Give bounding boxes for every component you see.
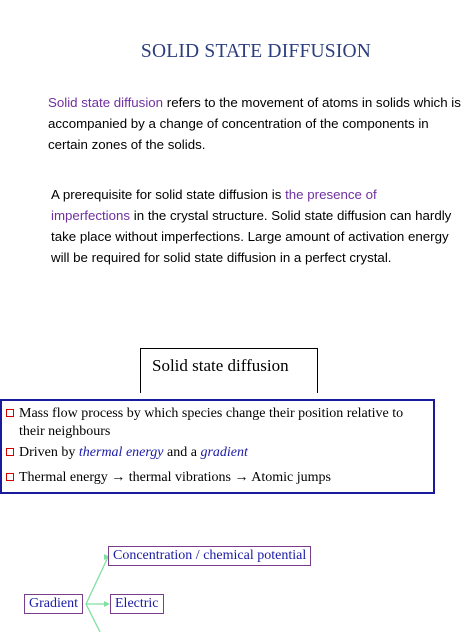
prerequisite-after: in the crystal structure. Solid state diffusion can hardly take place without imperfections. Large amount of activation energy will be required for solid state diffusion in a perfect crystal. bbox=[51, 208, 452, 265]
definition-rest: refers to the movement of atoms in solids which is accompanied by a change of concentration of the components in certain zones of the solids. bbox=[48, 95, 461, 152]
diagram-electric-box: Electric bbox=[110, 594, 164, 614]
connector-to-next-branch bbox=[86, 604, 100, 632]
bullet-text: Mass flow process by which species change their position relative to bbox=[19, 406, 404, 421]
bullet-text: and a bbox=[163, 445, 201, 460]
bullet-text-continued: their neighbours bbox=[19, 424, 111, 439]
slide-heading: Solid state diffusion bbox=[152, 356, 289, 375]
page-title: SOLID STATE DIFFUSION bbox=[140, 41, 372, 62]
connector-to-concentration bbox=[86, 557, 108, 604]
bullet-text: Thermal energy → thermal vibrations → Atomic jumps bbox=[19, 470, 331, 485]
diagram-concentration-box: Concentration / chemical potential bbox=[108, 546, 311, 566]
definition-highlight: Solid state diffusion bbox=[48, 95, 164, 110]
prerequisite-before: A prerequisite for solid state diffusion is bbox=[51, 187, 286, 202]
bullet-text: Driven by bbox=[19, 445, 79, 460]
emphasis-thermal-energy: thermal energy bbox=[78, 445, 164, 460]
diagram-gradient-box: Gradient bbox=[24, 594, 83, 614]
prerequisite-highlight: the presence of imperfections bbox=[51, 187, 377, 223]
emphasis-gradient: gradient bbox=[200, 445, 248, 460]
